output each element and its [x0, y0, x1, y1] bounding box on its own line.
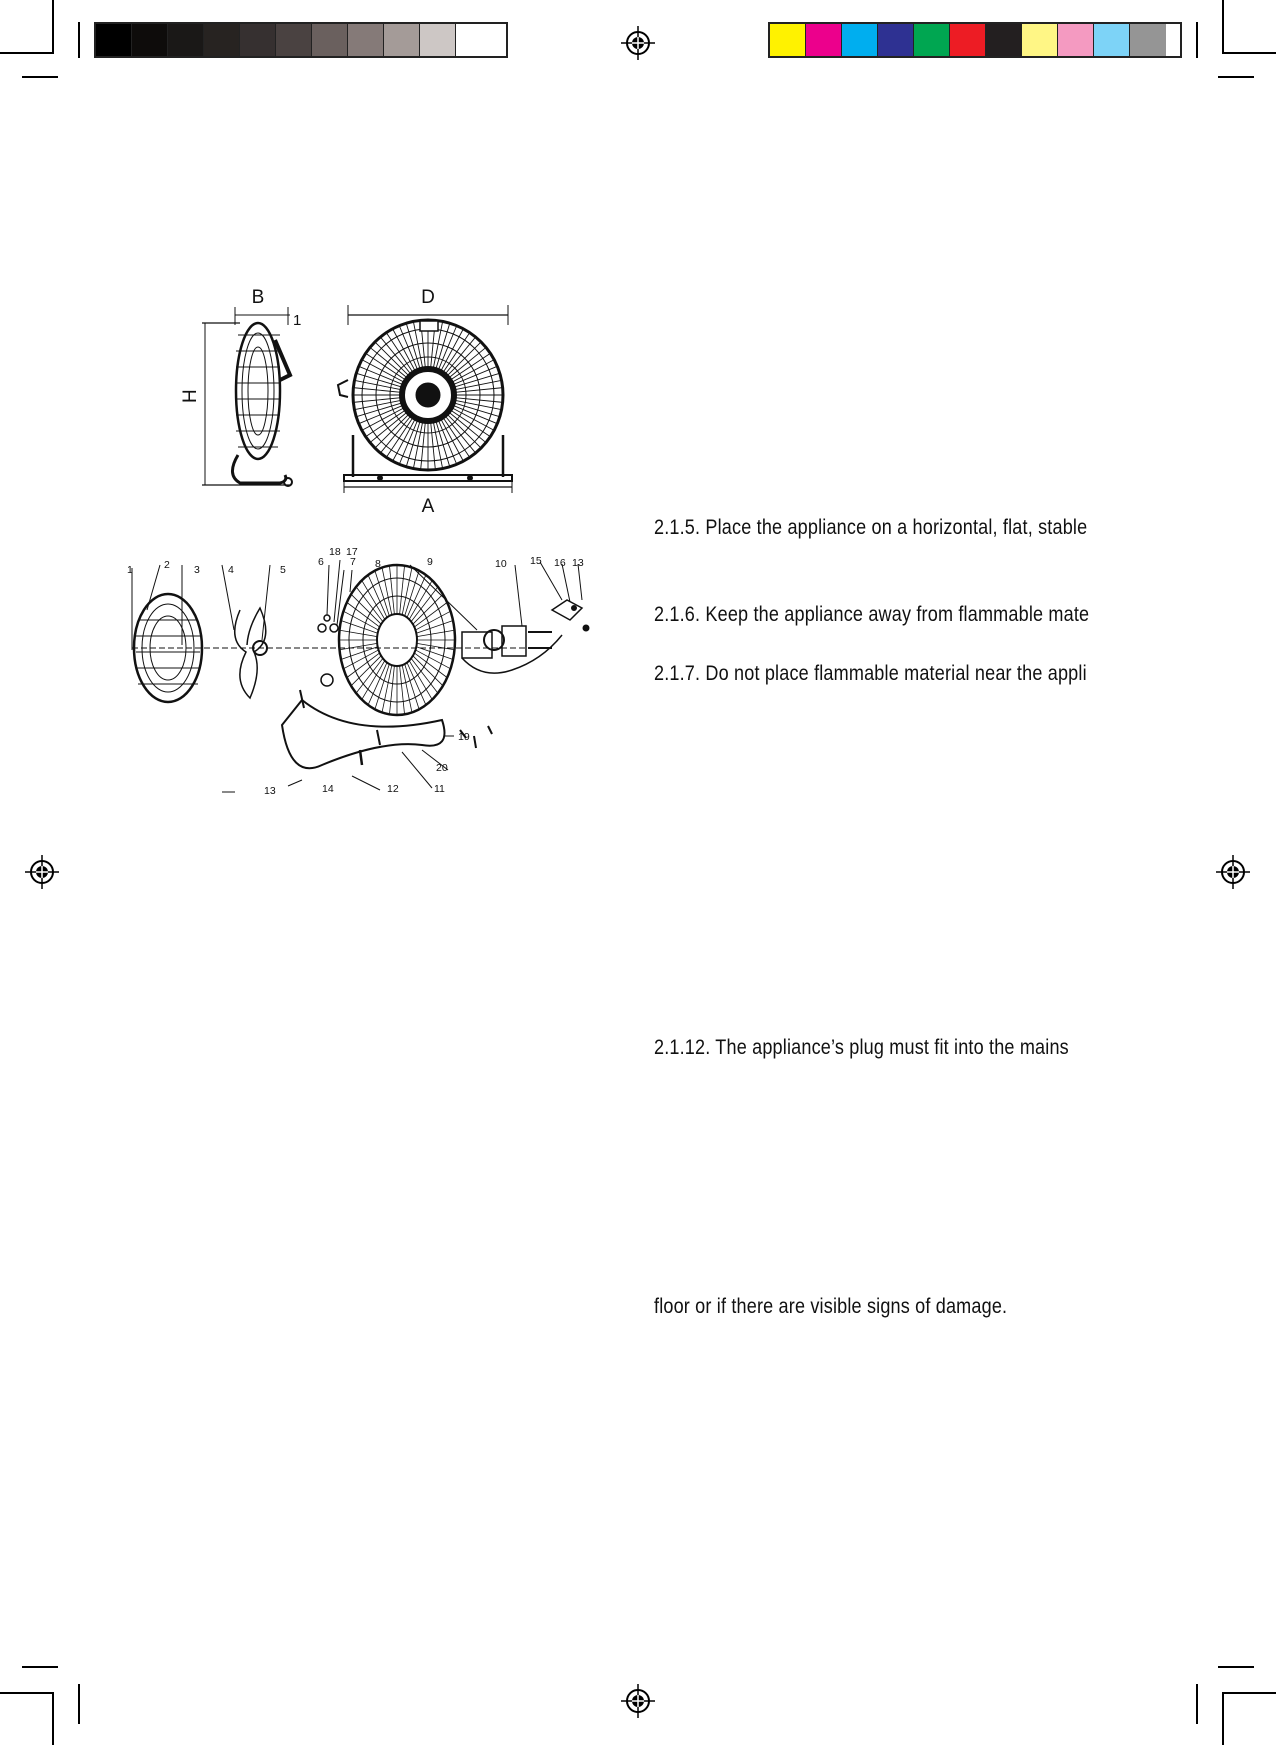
grayscale-swatch-7 [312, 24, 348, 56]
color-swatch-2 [806, 24, 842, 56]
part-number-8: 8 [375, 558, 381, 570]
grayscale-swatch-3 [168, 24, 204, 56]
part-number-5: 5 [280, 564, 286, 576]
cmyk-color-bar [768, 22, 1182, 58]
instruction-2-1-5: 2.1.5. Place the appliance on a horizontal, flat, stable [654, 516, 1088, 539]
grayscale-swatch-5 [240, 24, 276, 56]
part-number-13: 13 [264, 785, 276, 797]
grayscale-swatch-10 [420, 24, 456, 56]
part-number-4: 4 [228, 564, 234, 576]
dimension-label-ref: 1 [293, 312, 302, 329]
fan-side-view [202, 307, 292, 486]
instruction-2-1-12: 2.1.12. The appliance’s plug must fit into the mains [654, 1036, 1069, 1059]
grayscale-swatch-9 [384, 24, 420, 56]
color-swatch-6 [950, 24, 986, 56]
part-number-16: 16 [554, 557, 566, 569]
part-number-13b: 13 [572, 557, 584, 569]
part-number-20: 20 [436, 762, 448, 774]
grayscale-swatch-11 [456, 24, 492, 56]
registration-mark-bottom-icon [621, 1684, 655, 1718]
part-number-18: 18 [329, 546, 341, 558]
dimension-label-a: A [421, 496, 435, 517]
part-number-11: 11 [434, 783, 445, 795]
part-number-17: 17 [346, 546, 358, 558]
registration-mark-left-icon [25, 855, 59, 889]
part-number-14: 14 [322, 783, 334, 795]
grayscale-swatch-6 [276, 24, 312, 56]
grayscale-swatch-2 [132, 24, 168, 56]
fan-dimensions-figure [180, 285, 525, 520]
registration-mark-right-icon [1216, 855, 1250, 889]
part-number-3: 3 [194, 564, 200, 576]
part-number-2: 2 [164, 559, 170, 571]
color-swatch-9 [1058, 24, 1094, 56]
grayscale-swatch-4 [204, 24, 240, 56]
part-number-15: 15 [530, 555, 542, 567]
part-number-19: 19 [458, 731, 470, 743]
instruction-floor-damage: floor or if there are visible signs of damage. [654, 1295, 1008, 1318]
dimension-label-h: H [180, 389, 201, 403]
registration-mark-top-icon [621, 26, 655, 60]
color-swatch-1 [770, 24, 806, 56]
fan-front-view [338, 305, 512, 493]
color-swatch-11 [1130, 24, 1166, 56]
part-number-1: 1 [127, 564, 133, 576]
part-number-7: 7 [350, 556, 356, 568]
instruction-2-1-6: 2.1.6. Keep the appliance away from flammable mate [654, 603, 1090, 626]
dimension-label-d: D [421, 287, 435, 308]
part-number-12: 12 [387, 783, 399, 795]
instruction-2-1-7: 2.1.7. Do not place flammable material near the appli [654, 662, 1087, 685]
color-swatch-5 [914, 24, 950, 56]
color-swatch-3 [842, 24, 878, 56]
part-number-9: 9 [427, 556, 433, 568]
color-swatch-10 [1094, 24, 1130, 56]
part-number-10: 10 [495, 558, 507, 570]
grayscale-swatch-8 [348, 24, 384, 56]
color-swatch-8 [1022, 24, 1058, 56]
color-swatch-7 [986, 24, 1022, 56]
color-swatch-4 [878, 24, 914, 56]
grayscale-swatch-1 [96, 24, 132, 56]
dimension-label-b: B [251, 287, 265, 308]
fan-exploded-parts-diagram [122, 540, 600, 802]
grayscale-color-bar [94, 22, 508, 58]
part-number-6: 6 [318, 556, 324, 568]
